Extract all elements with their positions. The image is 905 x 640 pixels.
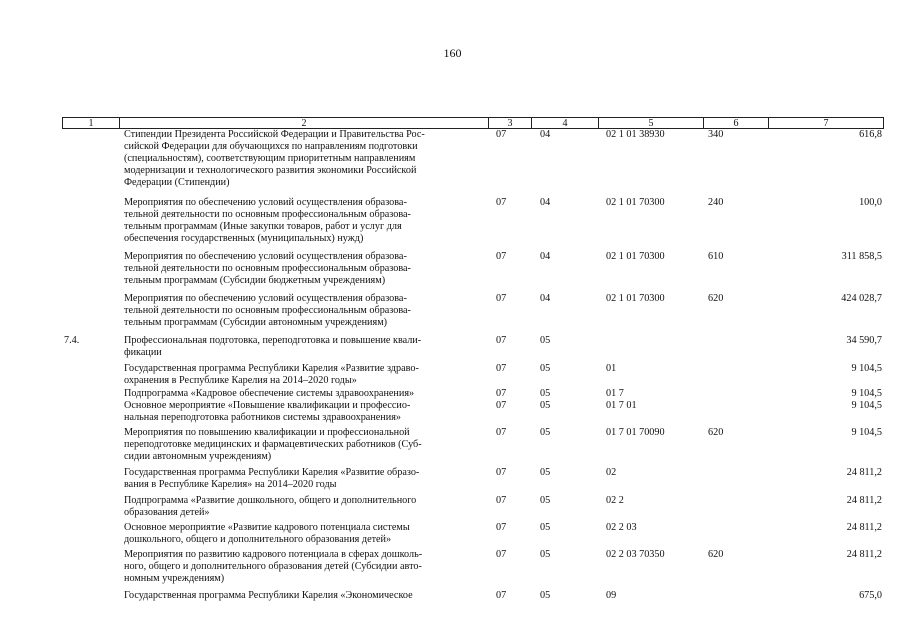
row-name-line: Мероприятия по развитию кадрового потенциала в сферах дошколь- bbox=[124, 549, 423, 560]
row-name bbox=[124, 197, 488, 245]
row-subsection: 04 bbox=[540, 293, 551, 304]
row-amount: 311 858,5 bbox=[841, 251, 882, 262]
row-amount: 100,0 bbox=[859, 197, 882, 208]
row-section: 07 bbox=[496, 400, 507, 411]
header-col-3: 3 bbox=[488, 117, 532, 129]
row-section: 07 bbox=[496, 467, 507, 478]
row-section: 07 bbox=[496, 522, 507, 533]
row-expense-type: 620 bbox=[708, 549, 724, 560]
row-name-line: дошкольного, общего и дополнительного образования детей» bbox=[124, 534, 392, 545]
row-section: 07 bbox=[496, 335, 507, 346]
row-name-line: Мероприятия по обеспечению условий осуществления образова- bbox=[124, 197, 407, 208]
row-name-line: нальная переподготовка работников системы здравоохранения» bbox=[124, 412, 401, 423]
row-subsection: 05 bbox=[540, 590, 551, 601]
row-target-code: 01 7 bbox=[606, 388, 624, 399]
row-section: 07 bbox=[496, 293, 507, 304]
row-name-line: Государственная программа Республики Карелия «Экономическое bbox=[124, 590, 413, 601]
row-name-line: вания в Республике Карелия» на 2014–2020 годы bbox=[124, 479, 337, 490]
row-name bbox=[124, 335, 488, 359]
row-subsection: 05 bbox=[540, 549, 551, 560]
row-amount: 616,8 bbox=[859, 129, 882, 140]
row-name bbox=[124, 251, 488, 287]
row-name bbox=[124, 590, 488, 602]
row-name-line: Государственная программа Республики Карелия «Развитие здраво- bbox=[124, 363, 419, 374]
row-subsection: 05 bbox=[540, 388, 551, 399]
row-name-line: обеспечения государственных (муниципальных) нужд) bbox=[124, 233, 364, 244]
row-name-line: Профессиональная подготовка, переподготовка и повышение квали- bbox=[124, 335, 422, 346]
row-subsection: 05 bbox=[540, 335, 551, 346]
row-name-line: фикации bbox=[124, 347, 162, 358]
row-amount: 424 028,7 bbox=[841, 293, 882, 304]
row-amount: 24 811,2 bbox=[846, 522, 882, 533]
row-name-line: Стипендии Президента Российской Федерации и Правительства Рос- bbox=[124, 129, 425, 140]
row-name-line: Государственная программа Республики Карелия «Развитие образо- bbox=[124, 467, 420, 478]
row-section: 07 bbox=[496, 590, 507, 601]
header-col-6: 6 bbox=[703, 117, 769, 129]
row-name-line: (специальностям), соответствующим приоритетным направлениям bbox=[124, 153, 416, 164]
row-name bbox=[124, 400, 488, 424]
row-name-line: сидии автономным учреждениям) bbox=[124, 451, 272, 462]
row-amount: 24 811,2 bbox=[846, 549, 882, 560]
row-amount: 9 104,5 bbox=[851, 427, 882, 438]
row-name bbox=[124, 495, 488, 519]
row-name-line: Федерации (Стипендии) bbox=[124, 177, 230, 188]
row-target-code: 01 7 01 70090 bbox=[606, 427, 665, 438]
row-section: 07 bbox=[496, 197, 507, 208]
row-name-line: тельным программам (Субсидии бюджетным учреждениям) bbox=[124, 275, 386, 286]
header-col-4: 4 bbox=[531, 117, 599, 129]
row-subsection: 05 bbox=[540, 467, 551, 478]
row-name bbox=[124, 467, 488, 491]
row-target-code: 02 bbox=[606, 467, 617, 478]
row-name-line: тельной деятельности по основным профессиональным образова- bbox=[124, 209, 411, 220]
row-expense-type: 340 bbox=[708, 129, 724, 140]
page-number: 160 bbox=[443, 46, 462, 60]
row-section: 07 bbox=[496, 251, 507, 262]
row-amount: 34 590,7 bbox=[846, 335, 882, 346]
header-col-5: 5 bbox=[598, 117, 704, 129]
row-amount: 9 104,5 bbox=[851, 400, 882, 411]
row-name-line: Подпрограмма «Кадровое обеспечение системы здравоохранения» bbox=[124, 388, 415, 399]
row-name bbox=[124, 363, 488, 387]
header-col-7: 7 bbox=[768, 117, 884, 129]
row-subsection: 05 bbox=[540, 400, 551, 411]
row-name-line: ного, общего и дополнительного образования детей (Субсидии авто- bbox=[124, 561, 422, 572]
row-target-code: 01 bbox=[606, 363, 617, 374]
row-name-line: Основное мероприятие «Развитие кадрового потенциала системы bbox=[124, 522, 410, 533]
row-section: 07 bbox=[496, 495, 507, 506]
row-target-code: 02 2 bbox=[606, 495, 624, 506]
row-name-line: Мероприятия по обеспечению условий осуществления образова- bbox=[124, 251, 407, 262]
row-amount: 9 104,5 bbox=[851, 388, 882, 399]
row-name-line: образования детей» bbox=[124, 507, 210, 518]
row-target-code: 02 1 01 70300 bbox=[606, 251, 665, 262]
row-subsection: 05 bbox=[540, 427, 551, 438]
row-target-code: 02 2 03 bbox=[606, 522, 637, 533]
row-name-line: Основное мероприятие «Повышение квалификации и профессио- bbox=[124, 400, 411, 411]
row-name bbox=[124, 129, 488, 189]
row-amount: 24 811,2 bbox=[846, 467, 882, 478]
row-name-line: номным учреждениям) bbox=[124, 573, 225, 584]
row-name-line: тельной деятельности по основным профессиональным образова- bbox=[124, 305, 411, 316]
row-subsection: 05 bbox=[540, 522, 551, 533]
row-name-line: тельным программам (Иные закупки товаров, работ и услуг для bbox=[124, 221, 402, 232]
row-name bbox=[124, 522, 488, 546]
row-amount: 675,0 bbox=[859, 590, 882, 601]
header-col-1: 1 bbox=[62, 117, 120, 129]
row-name-line: тельным программам (Субсидии автономным учреждениям) bbox=[124, 317, 388, 328]
row-section: 07 bbox=[496, 363, 507, 374]
row-target-code: 02 1 01 38930 bbox=[606, 129, 665, 140]
row-name-line: Мероприятия по повышению квалификации и профессиональной bbox=[124, 427, 410, 438]
row-expense-type: 610 bbox=[708, 251, 724, 262]
row-target-code: 09 bbox=[606, 590, 617, 601]
row-subsection: 04 bbox=[540, 197, 551, 208]
header-col-2: 2 bbox=[119, 117, 489, 129]
row-section: 07 bbox=[496, 549, 507, 560]
row-subsection: 05 bbox=[540, 495, 551, 506]
row-expense-type: 620 bbox=[708, 427, 724, 438]
row-expense-type: 240 bbox=[708, 197, 724, 208]
row-name-line: сийской Федерации для обучающихся по направлениям подготовки bbox=[124, 141, 418, 152]
row-number: 7.4. bbox=[64, 335, 80, 346]
row-subsection: 04 bbox=[540, 129, 551, 140]
row-target-code: 02 1 01 70300 bbox=[606, 197, 665, 208]
row-name-line: охранения в Республике Карелия на 2014–2020 годы» bbox=[124, 375, 357, 386]
row-target-code: 02 1 01 70300 bbox=[606, 293, 665, 304]
row-name bbox=[124, 549, 488, 585]
row-subsection: 05 bbox=[540, 363, 551, 374]
row-amount: 9 104,5 bbox=[851, 363, 882, 374]
row-name-line: тельной деятельности по основным профессиональным образова- bbox=[124, 263, 411, 274]
row-name-line: модернизации и технологического развития экономики Российской bbox=[124, 165, 417, 176]
row-name bbox=[124, 427, 488, 463]
row-name-line: Подпрограмма «Развитие дошкольного, общего и дополнительного bbox=[124, 495, 417, 506]
row-target-code: 02 2 03 70350 bbox=[606, 549, 665, 560]
row-section: 07 bbox=[496, 427, 507, 438]
row-amount: 24 811,2 bbox=[846, 495, 882, 506]
row-section: 07 bbox=[496, 388, 507, 399]
row-name-line: Мероприятия по обеспечению условий осуществления образова- bbox=[124, 293, 407, 304]
row-section: 07 bbox=[496, 129, 507, 140]
row-subsection: 04 bbox=[540, 251, 551, 262]
row-target-code: 01 7 01 bbox=[606, 400, 637, 411]
row-name-line: переподготовке медицинских и фармацевтических работников (Суб- bbox=[124, 439, 422, 450]
row-expense-type: 620 bbox=[708, 293, 724, 304]
row-name bbox=[124, 388, 488, 400]
row-name bbox=[124, 293, 488, 329]
